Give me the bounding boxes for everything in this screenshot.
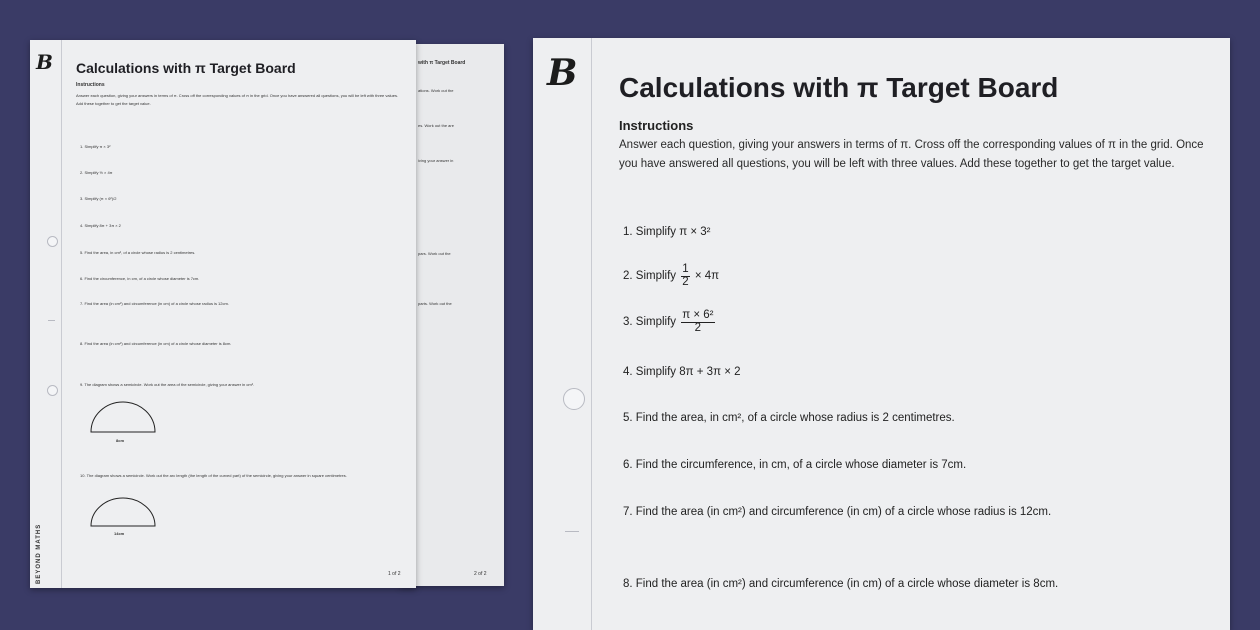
- thumbnail-question: 1. Simplify π × 3²: [80, 144, 111, 149]
- thumbnail-title: Calculations with π Target Board: [76, 60, 296, 76]
- question-6: 6. Find the circumference, in cm, of a circle whose diameter is 7cm.: [623, 459, 967, 471]
- semicircle-label-2: 14cm: [114, 531, 125, 536]
- thumbnail-question: 7. Find the area (in cm²) and circumference (in cm) of a circle whose radius is 12cm.: [80, 301, 229, 306]
- document-page-zoomed: [533, 38, 1230, 630]
- fraction: [681, 310, 714, 334]
- semicircle-diagram-1: [88, 398, 158, 436]
- question-3-prefix: 3. Simplify: [623, 316, 677, 329]
- thumbnail-instructions-heading: Instructions: [76, 82, 105, 88]
- thumbnail-question: 5. Find the area, in cm², of a circle whose radius is 2 centimetres.: [80, 250, 196, 255]
- fold-mark: [48, 320, 55, 321]
- question-2-prefix: 2. Simplify: [623, 270, 677, 283]
- question-7: 7. Find the area (in cm²) and circumference (in cm) of a circle whose radius is 12cm.: [623, 506, 1052, 518]
- back-page-snippet: pars. Work out the: [418, 251, 451, 256]
- fraction-denominator: 2: [682, 275, 689, 288]
- thumbnail-question: 10. The diagram shows a semicircle. Work out the arc length (the length of the curved part) of the semicircle, giving your answer in square centimetres.: [80, 473, 347, 478]
- question-2-suffix: × 4π: [694, 270, 720, 283]
- semicircle-label-1: 8cm: [116, 438, 125, 443]
- thumbnail-question: 3. Simplify (π × 6²)/2: [80, 196, 117, 201]
- margin-line: [61, 40, 62, 588]
- question-5: 5. Find the area, in cm², of a circle whose radius is 2 centimetres.: [623, 412, 955, 424]
- back-page-snippet: ations. Work out the: [418, 88, 454, 93]
- fraction-numerator: 1: [682, 263, 689, 275]
- question-1: 1. Simplify π × 3²: [623, 226, 711, 238]
- fraction-numerator: π × 6²: [682, 309, 714, 321]
- brand-name: BEYOND MATHS: [36, 523, 42, 584]
- question-8: 8. Find the area (in cm²) and circumference (in cm) of a circle whose diameter is 8cm.: [623, 578, 1059, 590]
- thumbnail-question: 4. Simplify 8π + 3π × 2: [80, 223, 121, 228]
- back-page-snippet: iving your answer in: [418, 158, 454, 163]
- thumbnail-question: 2. Simplify ½ × 4π: [80, 170, 113, 175]
- back-page-snippet: es. Work out the are: [418, 123, 454, 128]
- question-3: [623, 310, 717, 334]
- back-page-title: with π Target Board: [418, 60, 466, 66]
- instructions-text: Answer each question, giving your answers in terms of π. Cross off the corresponding values of π in the grid. Once you have answered all questions, you will be left with three values. Add these together to get the target value.: [619, 139, 1204, 170]
- fraction: [681, 264, 689, 288]
- thumbnail-question: 6. Find the circumference, in cm, of a circle whose diameter is 7cm.: [80, 276, 200, 281]
- thumbnail-question: 8. Find the area (in cm²) and circumference (in cm) of a circle whose diameter is 8cm.: [80, 341, 232, 346]
- thumbnail-instructions: Answer each question, giving your answers in terms of π. Cross off the corresponding values of π in the grid. Once you have answered all questions, you will be left with three values. Add these together to get the target value.: [76, 93, 399, 106]
- brand-logo-icon: B: [36, 50, 53, 74]
- question-4: 4. Simplify 8π + 3π × 2: [623, 366, 741, 378]
- punch-hole: [563, 388, 585, 410]
- page-title: Calculations with π Target Board: [619, 72, 1059, 103]
- semicircle-diagram-2: [88, 494, 158, 530]
- brand-logo-icon: B: [547, 52, 578, 94]
- fold-mark: [565, 531, 579, 532]
- instructions-heading: Instructions: [619, 118, 694, 133]
- back-page-snippet: parts. Work out the: [418, 301, 452, 306]
- thumbnail-question: 9. The diagram shows a semicircle. Work out the area of the semicircle, giving your answer in cm².: [80, 382, 255, 387]
- thumbnail-page-1: [30, 40, 416, 588]
- punch-hole: [47, 236, 58, 247]
- page-number-1: 1 of 2: [388, 571, 401, 577]
- punch-hole: [47, 385, 58, 396]
- question-2: [623, 264, 719, 288]
- margin-line: [591, 38, 592, 630]
- fraction-denominator: 2: [694, 321, 702, 334]
- page-number-2: 2 of 2: [474, 571, 487, 577]
